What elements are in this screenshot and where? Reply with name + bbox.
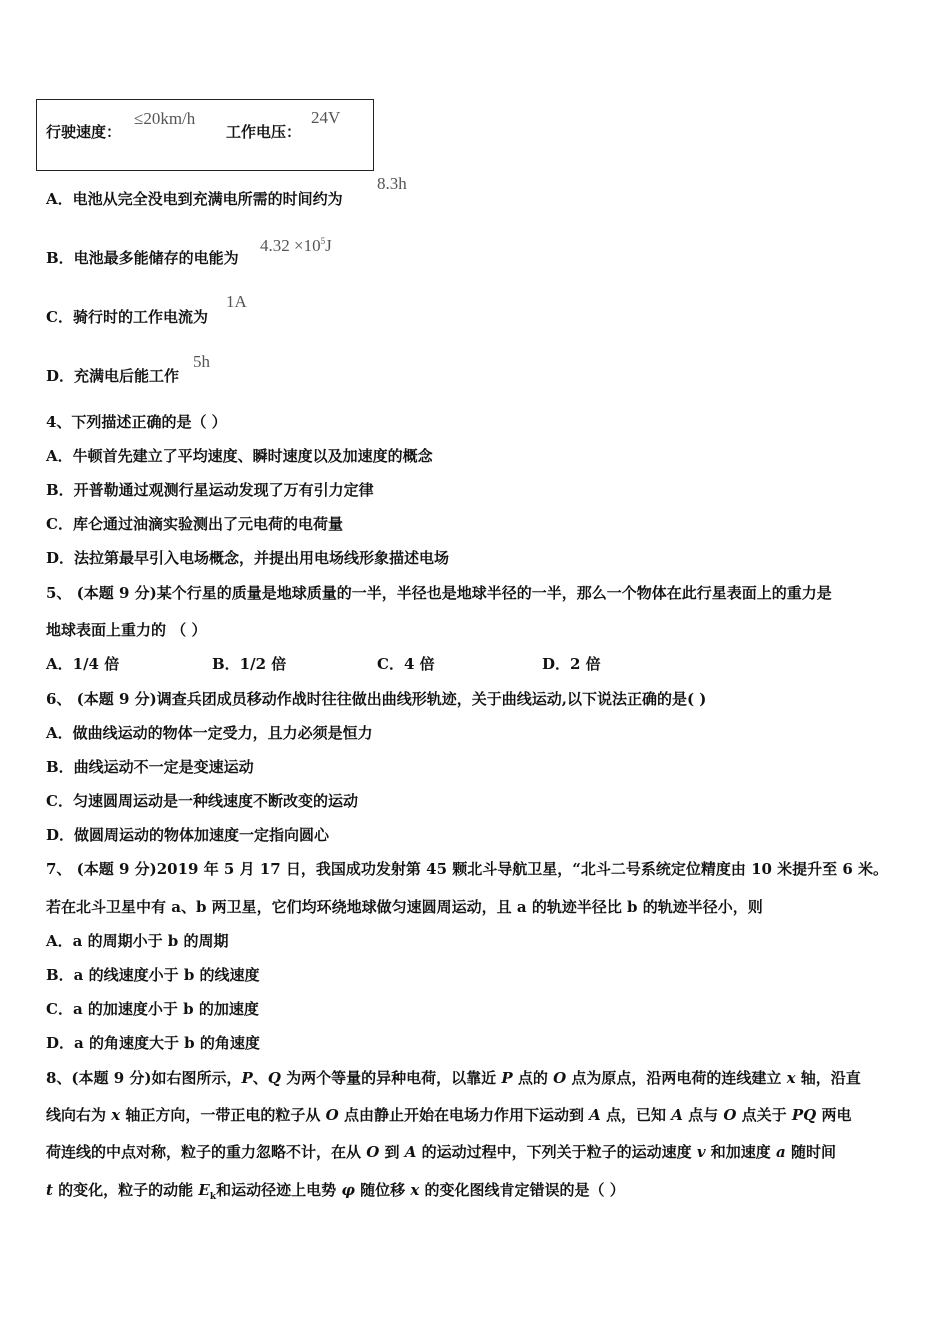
q6-stem: 6、 (本题 9 分)调查兵团成员移动作战时往往做出曲线形轨迹，关于曲线运动,以下说法正确的是( ) (46, 690, 707, 708)
q3-option-a: A．电池从完全没电到充满电所需的时间约为 (46, 190, 343, 208)
q3-option-c: C．骑行时的工作电流为 (46, 308, 208, 326)
speed-value: ≤20km/h (134, 109, 196, 128)
q3-option-b-formula: $4.32 \times 10^5J$ (260, 236, 332, 255)
q5-option-d: D．2 倍 (542, 655, 601, 673)
q8-line4: t 的变化，粒子的动能 $E_k$和运动径迹上电势 φ 随位移 x 的变化图线肯定错误的是（ ） (46, 1181, 625, 1202)
q7-option-b: B．a 的线速度小于 b 的线速度 (46, 966, 260, 984)
q6-option-d: D．做圆周运动的物体加速度一定指向圆心 (46, 826, 330, 844)
q4-option-c: C．库仑通过油滴实验测出了元电荷的电荷量 (46, 515, 343, 533)
q5-stem-line2: 地球表面上重力的 （ ） (46, 621, 207, 639)
q5-option-c: C．4 倍 (377, 655, 435, 673)
q7-option-d: D．a 的角速度大于 b 的角速度 (46, 1034, 260, 1052)
q3-option-a-formula: 8.3h (377, 174, 407, 193)
q4-stem: 4、下列描述正确的是（ ） (46, 413, 227, 431)
voltage-label: 工作电压： (226, 123, 302, 141)
q7-stem-line1: 7、 (本题 9 分)2019 年 5 月 17 日，我国成功发射第 45 颗北斗导航卫星，“北斗二号系统定位精度由 10 米提升至 6 米。 (46, 860, 889, 878)
q3-option-d-formula: 5h (193, 352, 210, 371)
voltage-value: 24V (311, 108, 341, 127)
q5-stem-line1: 5、 (本题 9 分)某个行星的质量是地球质量的一半，半径也是地球半径的一半，那么一个物体在此行星表面上的重力是 (46, 584, 832, 602)
q8-line1: 8、(本题 9 分)如右图所示，P、Q 为两个等量的异种电荷，以靠近 P 点的 O 点为原点，沿两电荷的连线建立 x 轴，沿直 (46, 1069, 861, 1087)
q6-option-a: A．做曲线运动的物体一定受力，且力必须是恒力 (46, 724, 373, 742)
q6-option-b: B．曲线运动不一定是变速运动 (46, 758, 254, 776)
q4-option-b: B．开普勒通过观测行星运动发现了万有引力定律 (46, 481, 374, 499)
speed-label: 行驶速度： (46, 123, 122, 141)
q4-option-d: D．法拉第最早引入电场概念，并提出用电场线形象描述电场 (46, 549, 450, 567)
q5-option-a: A．1/4 倍 (46, 655, 120, 673)
q7-option-a: A．a 的周期小于 b 的周期 (46, 932, 229, 950)
q4-option-a: A．牛顿首先建立了平均速度、瞬时速度以及加速度的概念 (46, 447, 433, 465)
q6-option-c: C．匀速圆周运动是一种线速度不断改变的运动 (46, 792, 358, 810)
q8-line3: 荷连线的中点对称，粒子的重力忽略不计，在从 O 到 A 的运动过程中，下列关于粒子的运动速度 v 和加速度 a 随时间 (46, 1143, 836, 1161)
q3-option-c-formula: 1A (226, 292, 247, 311)
q3-option-b: B．电池最多能储存的电能为 (46, 249, 239, 267)
q3-option-d: D．充满电后能工作 (46, 367, 180, 385)
q7-option-c: C．a 的加速度小于 b 的加速度 (46, 1000, 259, 1018)
q5-option-b: B．1/2 倍 (212, 655, 287, 673)
q8-line2: 线向右为 x 轴正方向，一带正电的粒子从 O 点由静止开始在电场力作用下运动到 A 点，已知 A 点与 O 点关于 PQ 两电 (46, 1106, 852, 1124)
q7-stem-line2: 若在北斗卫星中有 a、b 两卫星，它们均环绕地球做匀速圆周运动，且 a 的轨迹半径比 b 的轨迹半径小，则 (46, 898, 763, 916)
